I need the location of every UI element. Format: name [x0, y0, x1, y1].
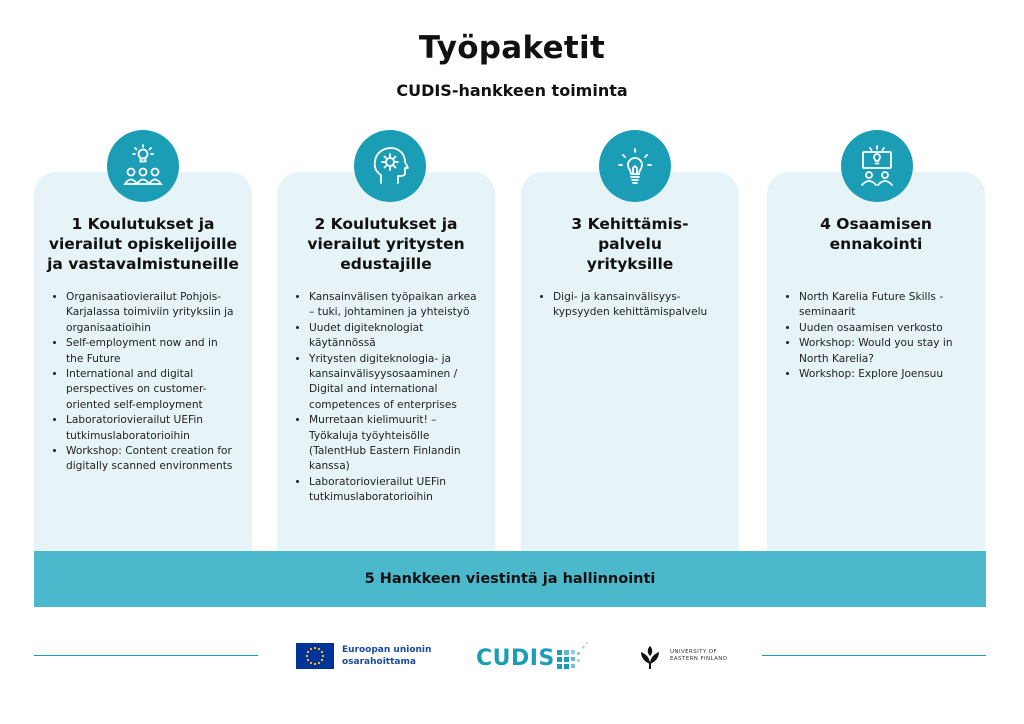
work-package-5-bar [34, 551, 986, 607]
work-package-card-2 [277, 172, 495, 564]
eu-funding-text: Euroopan unionin osarahoittama [342, 645, 432, 667]
bar-label: 5 Hankkeen viestintä ja hallinnointi [364, 571, 656, 587]
list-item: • Murretaan kielimuurit! – Työkaluja työyhteisölle (TalentHub Eastern Finlandin kanssa) [309, 413, 481, 475]
page-title: Työpaketit [418, 30, 606, 66]
list-item: • Workshop: Content creation for digitally scanned environments [66, 444, 238, 475]
page-subtitle: CUDIS-hankkeen toiminta [396, 81, 628, 100]
list-item: • Organisaatiovierailut Pohjois-Karjalassa toimiviin yrityksiin ja organisaatioihin [66, 290, 238, 336]
head-gear-icon [354, 130, 426, 202]
footer-rule-left [34, 655, 258, 656]
list-item: • Workshop: Would you stay in North Karelia? [799, 336, 971, 367]
list-item: • North Karelia Future Skills -seminaarit [799, 290, 971, 321]
card-bullet-list [537, 290, 725, 321]
card-bullet-list [50, 290, 238, 475]
cudis-logo: CUDIS [476, 640, 591, 676]
list-item: • Uuden osaamisen verkosto [799, 321, 971, 336]
work-package-card-3 [521, 172, 739, 564]
list-item: • Workshop: Explore Joensuu [799, 367, 971, 382]
card-bullet-list [783, 290, 971, 382]
card-bullet-list [293, 290, 481, 506]
card-title: 4 Osaamisen ennakointi [820, 215, 932, 253]
uef-text: UNIVERSITY OF EASTERN FINLAND [670, 649, 728, 662]
list-item: • Uudet digiteknologiat käytännössä [309, 321, 481, 352]
presenter-audience-icon [107, 130, 179, 202]
card-title: 1 Koulutukset ja vierailut opiskelijoille ja vastavalmistuneille [47, 215, 239, 273]
list-item: • Digi- ja kansainvälisyys-kypsyyden kehittämispalvelu [553, 290, 725, 321]
uef-logo [636, 642, 727, 670]
card-title: 2 Koulutukset ja vierailut yritysten edustajille [307, 215, 465, 273]
eu-flag-icon [296, 643, 334, 669]
work-package-card-1 [34, 172, 252, 564]
footer-rule-right [762, 655, 986, 656]
list-item: • Kansainvälisen työpaikan arkea – tuki, johtaminen ja yhteistyö [309, 290, 481, 321]
list-item: • Self-employment now and in the Future [66, 336, 238, 367]
uef-emblem-icon [636, 642, 664, 670]
cudis-pixel-icon [555, 640, 591, 676]
card-title: 3 Kehittämis- palvelu yrityksille [571, 215, 689, 273]
list-item: • Laboratoriovierailut UEFin tutkimuslaboratorioihin [66, 413, 238, 444]
list-item: • Yritysten digiteknologia- ja kansainvälisyysosaaminen / Digital and international competences of enterprises [309, 352, 481, 414]
idea-board-people-icon [841, 130, 913, 202]
work-package-card-4 [767, 172, 985, 564]
list-item: • Laboratoriovierailut UEFin tutkimuslaboratorioihin [309, 475, 481, 506]
lightbulb-icon [599, 130, 671, 202]
list-item: • International and digital perspectives on customer-oriented self-employment [66, 367, 238, 413]
